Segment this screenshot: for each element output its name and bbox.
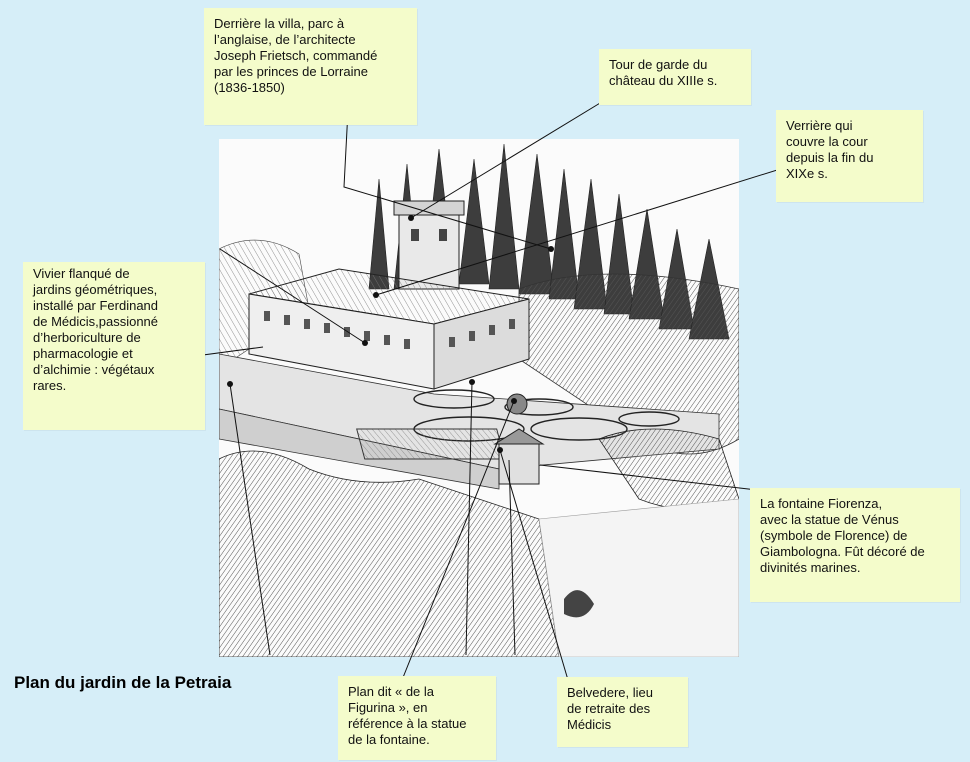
callout-fountain-line-5: divinités marines.	[760, 560, 861, 575]
villa-garden-illustration	[219, 139, 739, 657]
callout-belvedere-line-2: de retraite des	[567, 701, 651, 716]
callout-park	[204, 8, 417, 125]
callout-park-line-2: l’anglaise, de l’architecte	[214, 32, 356, 47]
callout-fountain	[750, 488, 960, 602]
callout-tower	[599, 49, 751, 105]
callout-glass-line-1: Verrière qui	[786, 118, 853, 133]
callout-figurina-line-2: Figurina », en	[348, 700, 428, 715]
callout-fountain-line-3: (symbole de Florence) de	[760, 528, 908, 543]
guard-tower	[394, 201, 464, 289]
callout-belvedere-line-1: Belvedere, lieu	[567, 685, 653, 700]
callout-fountain-line-2: avec la statue de Vénus	[760, 512, 899, 527]
page-title: Plan du jardin de la Petraia	[14, 673, 232, 692]
callout-park-line-4: par les princes de Lorraine	[214, 64, 368, 79]
callout-glass-roof	[776, 110, 923, 202]
callout-figurina	[338, 676, 496, 760]
callout-pond-line-8: rares.	[33, 378, 67, 393]
callout-glass-line-2: couvre la cour	[786, 134, 868, 149]
callout-pond	[23, 262, 205, 430]
callout-fountain-line-4: Giambologna. Fût décoré de	[760, 544, 925, 559]
callout-pond-line-3: installé par Ferdinand	[33, 298, 159, 313]
callout-fountain-line-1: La fontaine Fiorenza,	[760, 496, 883, 511]
callout-figurina-line-3: référence à la statue	[348, 716, 467, 731]
callout-pond-line-2: jardins géométriques,	[33, 282, 158, 297]
callout-pond-line-1: Vivier flanqué de	[33, 266, 130, 281]
pond	[357, 429, 505, 459]
callout-park-line-3: Joseph Frietsch, commandé	[214, 48, 378, 63]
fountain-basin	[507, 394, 527, 414]
lawn	[539, 499, 739, 657]
callout-belvedere-line-3: Médicis	[567, 717, 612, 732]
callout-pond-line-5: d’herboriculture de	[33, 330, 141, 345]
callout-park-line-5: (1836-1850)	[214, 80, 285, 95]
callout-figurina-line-4: de la fontaine.	[348, 732, 430, 747]
callout-figurina-line-1: Plan dit « de la	[348, 684, 435, 699]
callout-pond-line-7: d’alchimie : végétaux	[33, 362, 155, 377]
callout-park-line-1: Derrière la villa, parc à	[214, 16, 345, 31]
callout-tower-line-2: château du XIIIe s.	[609, 73, 718, 88]
callout-glass-line-3: depuis la fin du	[786, 150, 874, 165]
callout-belvedere	[557, 677, 688, 747]
callout-pond-line-6: pharmacologie et	[33, 346, 133, 361]
callout-pond-line-4: de Médicis,passionné	[33, 314, 159, 329]
callout-glass-line-4: XIXe s.	[786, 166, 828, 181]
callout-tower-line-1: Tour de garde du	[609, 57, 708, 72]
